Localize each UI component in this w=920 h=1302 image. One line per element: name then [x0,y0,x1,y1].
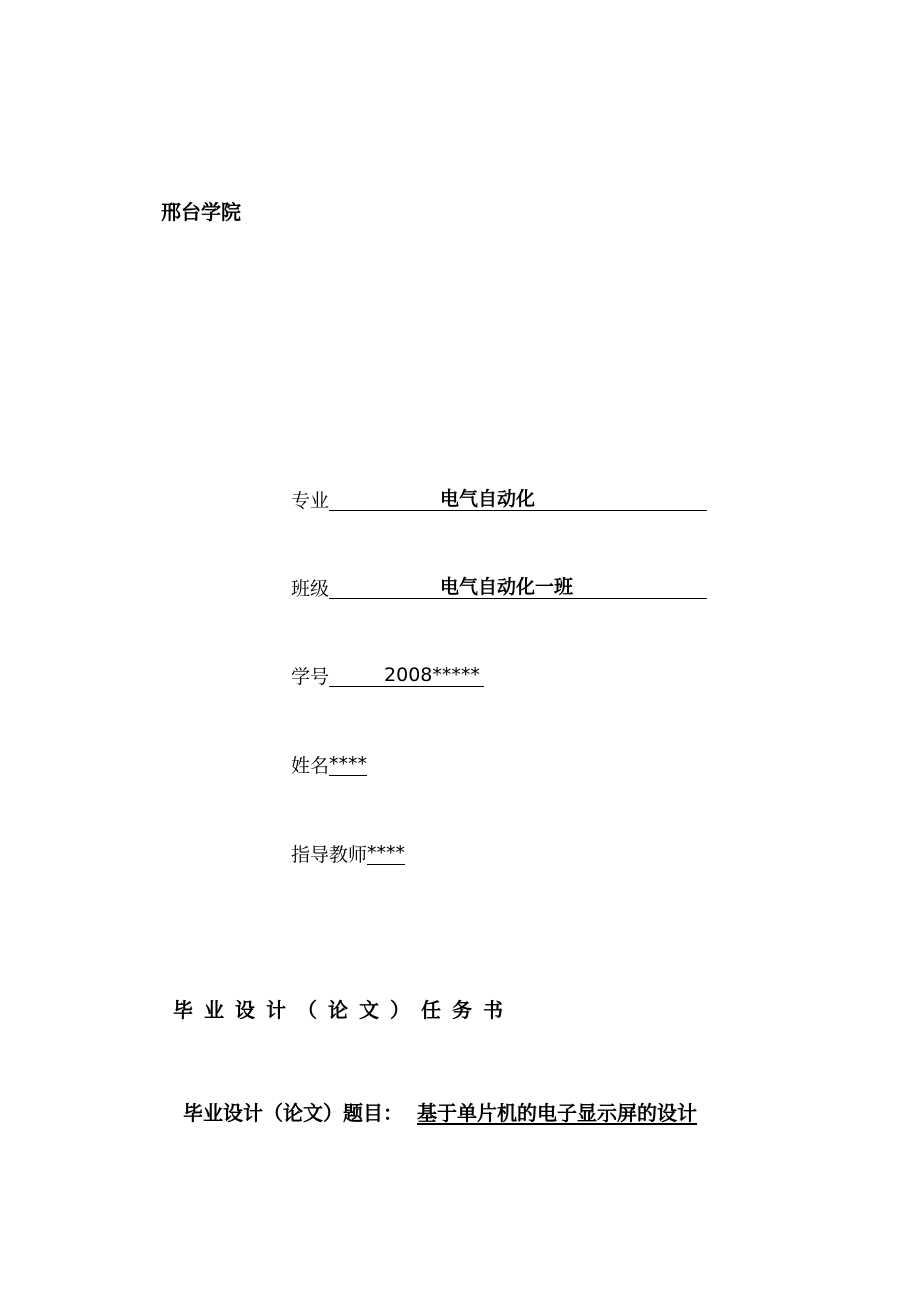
advisor-label: 指导教师 [291,844,368,866]
major-label: 专业 [291,490,330,512]
advisor-value: **** [367,842,406,864]
student-id-underline [329,666,484,687]
student-id-value: 2008***** [384,664,480,686]
major-field [291,490,707,511]
name-field [291,755,367,776]
topic-value: 基于单片机的电子显示屏的设计 [417,1101,697,1125]
name-value: **** [329,753,368,775]
class-field [291,578,707,599]
class-label: 班级 [291,578,330,600]
class-value: 电气自动化一班 [440,576,574,598]
major-value: 电气自动化 [440,488,536,510]
advisor-underline [367,844,405,865]
task-book-title: 毕业设计（论文）任务书 [173,998,514,1022]
thesis-topic [183,1103,697,1123]
student-id-field [291,666,484,687]
student-id-label: 学号 [291,666,330,688]
name-label: 姓名 [291,755,330,777]
major-underline [329,490,707,511]
advisor-field [291,844,405,865]
name-underline [329,755,367,776]
topic-label: 毕业设计（论文）题目： [183,1101,403,1125]
college-name: 邢台学院 [161,200,241,224]
class-underline [329,578,707,599]
